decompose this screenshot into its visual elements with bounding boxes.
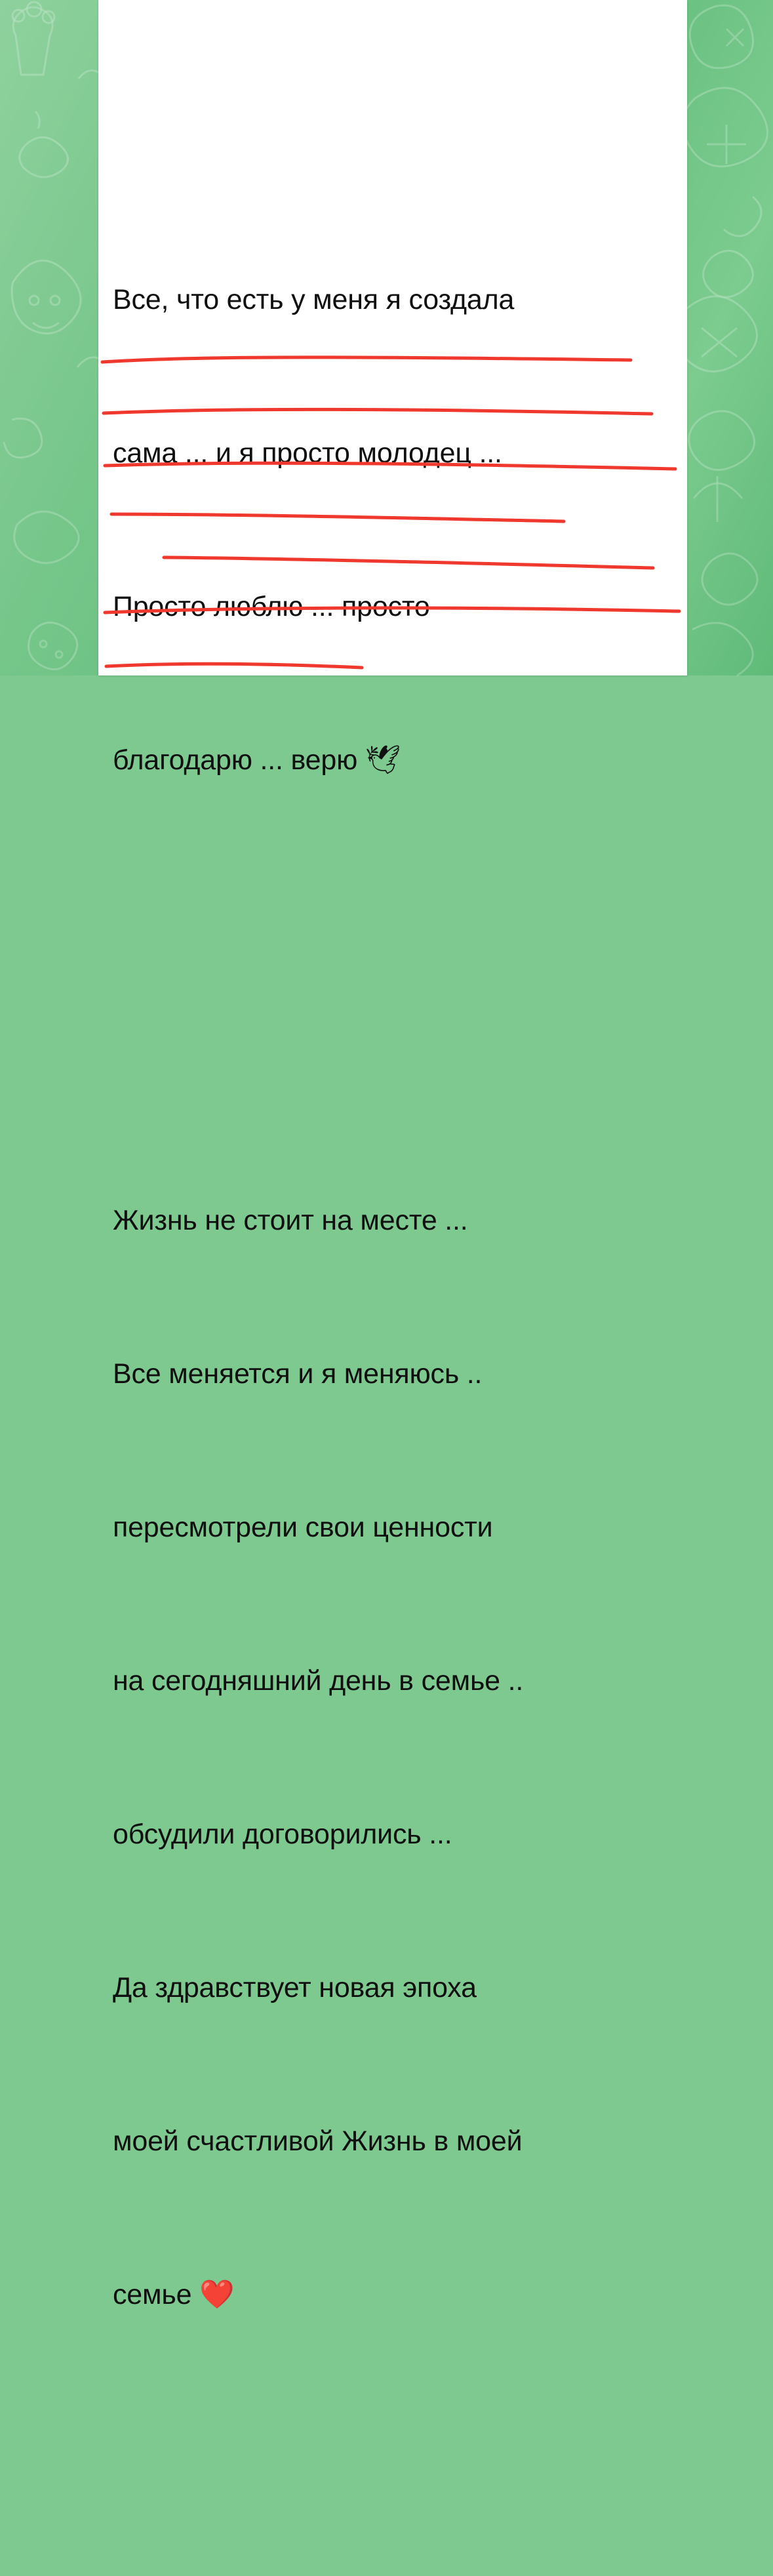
- message-paragraph-2: [113, 1093, 678, 2423]
- message-line: Все, что есть у меня я создала: [113, 284, 515, 315]
- message-line: пересмотрели свои ценности: [113, 1512, 493, 1543]
- message-line: Жизнь не стоит на месте ...: [113, 1205, 468, 1236]
- message-line: благодарю ... верю 🕊: [113, 744, 401, 776]
- message-line: на сегодняшний день в семье ..: [113, 1665, 524, 1697]
- message-line: семье ❤️: [113, 2279, 235, 2310]
- message-line: моей счастливой Жизнь в моей: [113, 2125, 523, 2157]
- message-line: обсудили договорились ...: [113, 1819, 452, 1850]
- message-text: [113, 18, 678, 2576]
- message-line: Просто люблю ... просто: [113, 591, 430, 622]
- message-line: Да здравствует новая эпоха: [113, 1972, 477, 2003]
- message-bubble[interactable]: [98, 0, 687, 2310]
- message-paragraph-1: [113, 172, 678, 888]
- message-line: Все меняется и я меняюсь ..: [113, 1358, 483, 1390]
- message-line: сама ... и я просто молодец ...: [113, 437, 502, 469]
